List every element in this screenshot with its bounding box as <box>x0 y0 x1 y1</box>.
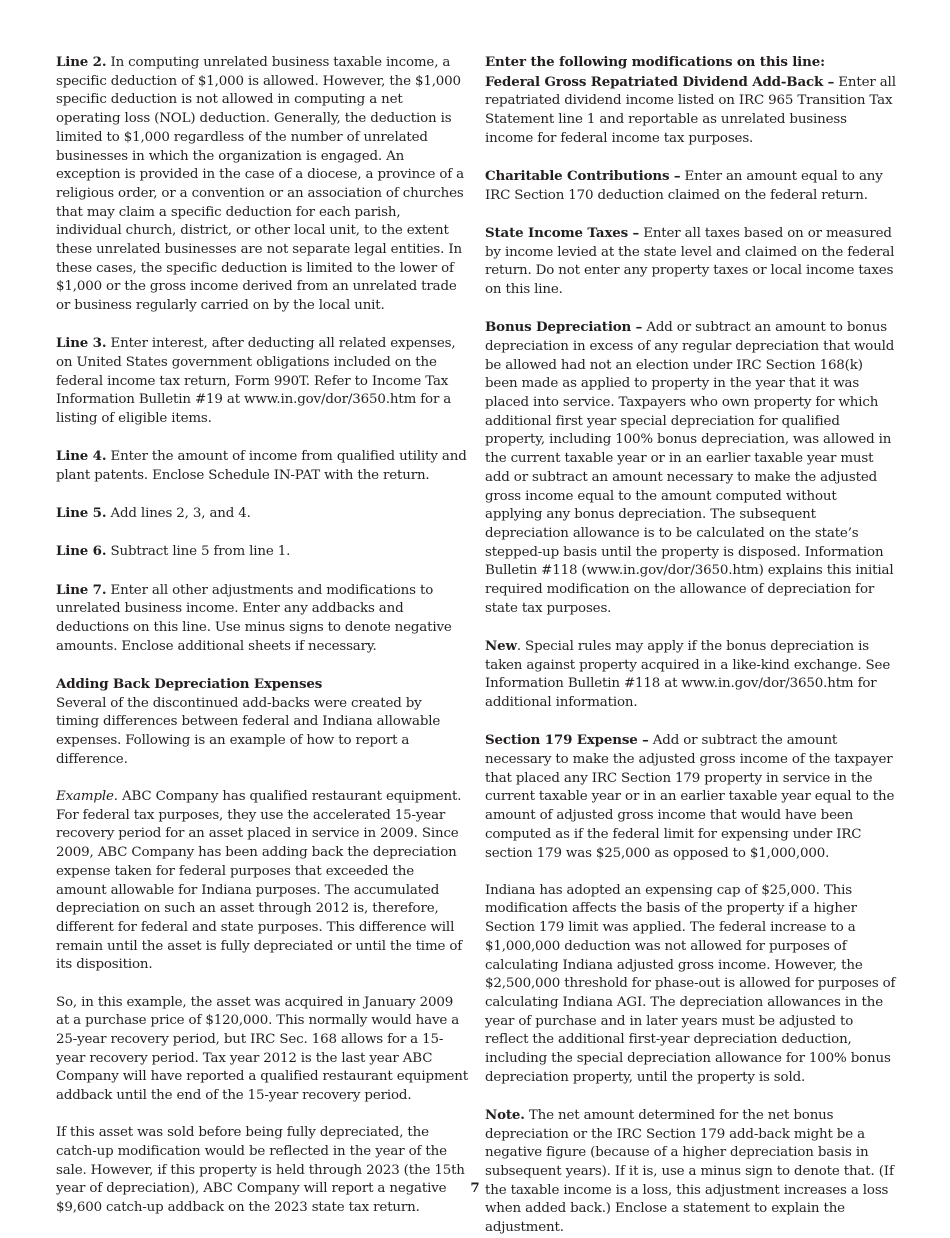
line-2-label: Line 2. <box>56 54 107 70</box>
state-taxes-label: State Income Taxes – <box>485 224 640 241</box>
example-text: ABC Company has qualified restaurant equipment. For federal tax purposes, they use the accelerated 15-year recovery period for an asset placed in service in 2009. Since 2009, ABC Company has been adding back the depreciation expense taken for federal purposes that exceeded the amount allowable for Indiana purposes. The accumulated depreciation on such an asset through 2012 is, therefore, different for federal and state purposes. This difference will remain until the asset is fully depreciated or until the time of its disposition. <box>56 789 463 973</box>
line-4-label: Line 4. <box>56 448 107 465</box>
modifications-heading: Enter the following modifications on this line: <box>485 54 825 70</box>
bonus-depreciation-label: Bonus Depreciation – <box>485 319 643 336</box>
new-text: . Special rules may apply if the bonus depreciation is taken against property acquired in a like-kind exchange. See Information Bulletin #118 at www.in.gov/dor/3650.htm for additional information. <box>485 638 891 711</box>
line-3-text: Enter interest, after deducting all related expenses, on United States government obligations included on the federal income tax return, Form 990T. Refer to Income Tax Information Bulletin #19 at www.in.gov/dor/3650.htm for a listing of eligible items. <box>56 336 456 427</box>
bonus-depreciation-paragraph <box>485 318 897 618</box>
example-paragraph <box>56 788 468 975</box>
charitable-label: Charitable Contributions – <box>485 168 681 185</box>
new-paragraph <box>485 637 897 713</box>
line-7-label: Line 7. <box>56 581 107 598</box>
line-7-text: Enter all other adjustments and modifications to unrelated business income. Enter any addbacks and deductions on this line. Use minus signs to denote negative amounts. Enclose additional sheets if necessary. <box>56 582 452 654</box>
right-column <box>485 53 897 1238</box>
line-2-text: In computing unrelated business taxable income, a specific deduction of $1,000 is allowed. However, the $1,000 specific deduction is not allowed in computing a net operating loss (NOL) deduction. Generally, the deduction is limited to $1,000 regardless of the number of unrelated businesses in which the organization is engaged. An exception is provided in the case of a diocese, a province of a religious order, or a convention or an association of churches that may claim a specific deduction for each parish, individual church, district, or other local unit, to the extent these unrelated businesses are not separate legal entities. In these cases, the specific deduction is limited to the lower of $1,000 or the gross income derived from an unrelated trade or business regularly carried on by the local unit. <box>56 55 464 314</box>
so-paragraph: So, in this example, the asset was acquired in January 2009 at a purchase price of $120,000. This normally would have a 25-year recovery period, but IRC Sec. 168 allows for a 15-year recovery period. Tax year 2012 is the last year ABC Company will have reported a qualified restaurant equipment addback until the end of the 15-year recovery period. <box>56 994 468 1104</box>
charitable-text: Enter an amount equal to any IRC Section 170 deduction claimed on the federal return. <box>485 169 883 203</box>
line-5-label: Line 5. <box>56 505 107 522</box>
line-4-text: Enter the amount of income from qualified utility and plant patents. Enclose Schedule IN-PAT with the return. <box>56 449 467 484</box>
adding-back-section <box>56 675 468 770</box>
example-label: Example. <box>56 789 118 804</box>
line-6-text: Subtract line 5 from line 1. <box>106 544 291 560</box>
line-2-paragraph <box>56 53 468 316</box>
left-column <box>56 53 468 1218</box>
bonus-depreciation-text: Add or subtract an amount to bonus depreciation in excess of any regular depreciation that would be allowed had not an election under IRC Section 168(k) been made as applied to property in the year that it was placed into service. Taxpayers who own property for which additional first year special depreciation for qualified property, including 100% bonus depreciation, was allowed in the current taxable year or in an earlier taxable year must add or subtract an amount necessary to make the adjusted gross income equal to the amount computed without applying any bonus depreciation. The subsequent depreciation allowance is to be calculated on the state’s stepped-up basis until the property is disposed. Information Bulletin #118 (www.in.gov/dor/3650.htm) explains this initial required modification on the allowance of depreciation for state tax purposes. <box>485 320 895 616</box>
adding-back-heading: Adding Back Depreciation Expenses <box>56 675 323 692</box>
section-179-paragraph <box>485 731 897 863</box>
indiana-cap-paragraph: Indiana has adopted an expensing cap of $25,000. This modification affects the basis of the property if a higher Section 179 limit was applied. The federal increase to a $1,000,000 deduction was not allowed for purposes of calculating Indiana adjusted gross income. However, the $2,500,000 threshold for phase-out is allowed for purposes of calculating Indiana AGI. The depreciation allowances in the year of purchase and in later years must be adjusted to reflect the additional first-year depreciation deduction, including the special depreciation allowance for 100% bonus depreciation property, until the property is sold. <box>485 882 896 1085</box>
repatriated-label: Federal Gross Repatriated Dividend Add-Back – <box>485 73 835 90</box>
charitable-paragraph <box>485 167 897 205</box>
sold-paragraph: If this asset was sold before being fully depreciated, the catch-up modification would be reflected in the year of the sale. However, if this property is held through 2023 (the 15th year of depreciation), ABC Company will report a negative $9,600 catch-up addback on the 2023 state tax return. <box>56 1125 465 1216</box>
modifications-section <box>485 53 897 149</box>
line-7-paragraph <box>56 581 468 657</box>
page-number: 7 <box>470 1180 480 1196</box>
repatriated-text: Enter all repatriated dividend income listed on IRC 965 Transition Tax Statement line 1 and reportable as unrelated business income for federal income tax purposes. <box>485 74 896 146</box>
state-taxes-text: Enter all taxes based on or measured by income levied at the state level and claimed on the federal return. Do not enter any property taxes or local income taxes on this line. <box>485 225 895 298</box>
adding-back-text: Several of the discontinued add-backs were created by timing differences between federal and Indiana allowable expenses. Following is an example of how to report a difference. <box>56 695 441 767</box>
section-179-label: Section 179 Expense – <box>485 732 649 749</box>
line-3-paragraph <box>56 334 468 429</box>
line-5-text: Add lines 2, 3, and 4. <box>106 506 251 522</box>
new-label: New <box>485 637 517 654</box>
line-5-paragraph <box>56 504 468 524</box>
line-4-paragraph <box>56 447 468 485</box>
section-179-text: Add or subtract the amount necessary to make the adjusted gross income of the taxpayer that placed any IRC Section 179 property in service in the current taxable year or in an earlier taxable year equal to the amount of adjusted gross income that would have been computed as if the federal limit for expensing under IRC section 179 was $25,000 as opposed to $1,000,000. <box>485 733 895 861</box>
state-taxes-paragraph <box>485 224 897 300</box>
note-paragraph <box>485 1106 897 1238</box>
line-3-label: Line 3. <box>56 335 107 352</box>
line-6-paragraph <box>56 542 468 562</box>
note-label: Note. <box>485 1106 525 1123</box>
line-6-label: Line 6. <box>56 543 107 560</box>
note-text: The net amount determined for the net bonus depreciation or the IRC Section 179 add-back might be a negative figure (because of a higher depreciation basis in subsequent years). If it is, use a minus sign to denote that. (If the taxable income is a loss, this adjustment increases a loss when added back.) Enclose a statement to explain the adjustment. <box>485 1107 894 1236</box>
